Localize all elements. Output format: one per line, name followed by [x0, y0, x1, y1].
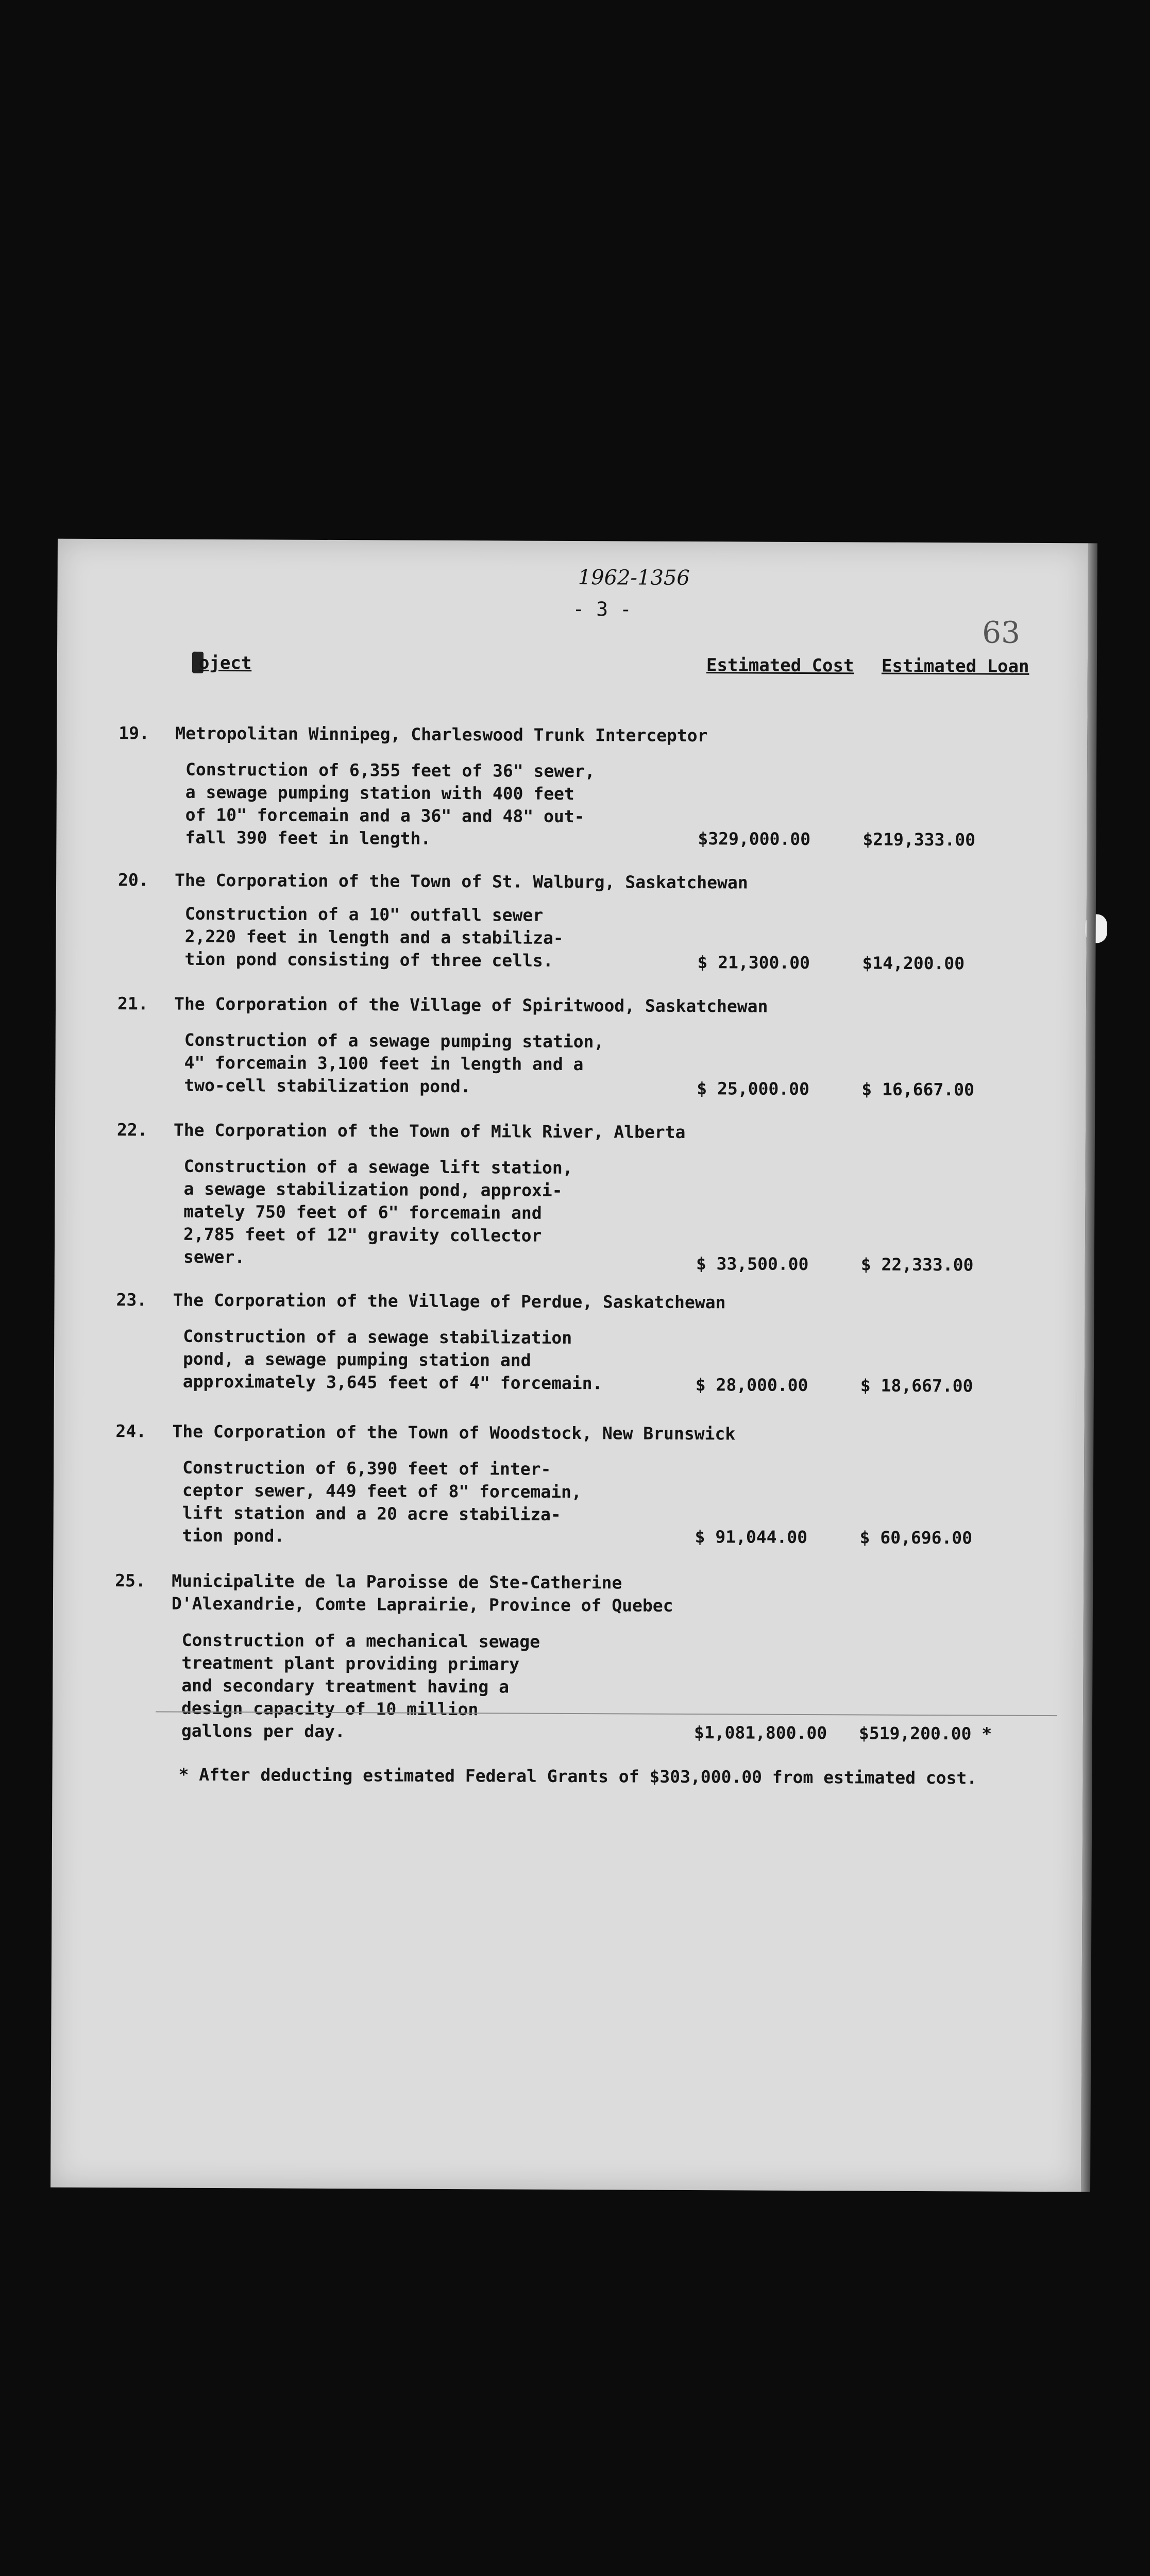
entry-loan: $ 22,333.00 [860, 1254, 974, 1275]
project-entry [55, 1118, 1086, 1275]
entry-number: 23. [116, 1290, 147, 1310]
entry-cost: $ 21,300.00 [697, 952, 810, 973]
entry-cost: $329,000.00 [698, 828, 811, 850]
entry-cost: $ 33,500.00 [696, 1253, 809, 1275]
entry-loan: $ 60,696.00 [859, 1527, 973, 1548]
project-entry [56, 992, 1086, 1100]
entry-cost: $ 25,000.00 [697, 1078, 809, 1099]
entry-title: The Corporation of the Town of Woodstock, New Brunswick [172, 1421, 736, 1444]
entry-description: Construction of a sewage pumping station, 4" forcemain 3,100 feet in length and a two-cell stabilization pond. [184, 1029, 604, 1097]
project-entry [53, 1569, 1084, 1744]
entry-description: Construction of 6,355 feet of 36" sewer, a sewage pumping station with 400 feet of 10" forcemain and a 36" and 48" out- fall 390 feet in length. [185, 759, 595, 849]
entry-number: 19. [119, 723, 150, 743]
entry-title: The Corporation of the Town of St. Walburg, Saskatchewan [175, 870, 748, 893]
footnote: * After deducting estimated Federal Grants of $303,000.00 from estimated cost. [178, 1764, 977, 1788]
header-estimated-loan: Estimated Loan [881, 655, 1029, 677]
project-entry [55, 1289, 1085, 1396]
entry-number: 22. [116, 1120, 148, 1140]
folio-number: 63 [982, 615, 1021, 650]
entry-title: The Corporation of the Village of Perdue, Saskatchewan [173, 1290, 726, 1313]
entry-number: 24. [115, 1421, 147, 1442]
entry-loan: $ 18,667.00 [860, 1375, 973, 1396]
project-entry [57, 722, 1087, 850]
entry-cost: $ 91,044.00 [695, 1527, 808, 1548]
entry-description: Construction of a sewage stabilization pond, a sewage pumping station and approximately 3,645 feet of 4" forcemain. [182, 1326, 603, 1394]
entry-description: Construction of a 10" outfall sewer 2,220 feet in length and a stabiliza- tion pond consisting of three cells. [184, 903, 564, 971]
entry-description: Construction of a mechanical sewage treatment plant providing primary and secondary treatment having a design capacity of 10 million gallons per day. [181, 1630, 540, 1742]
handwritten-reference: 1962-1356 [578, 566, 690, 590]
entry-title: The Corporation of the Village of Spiritwood, Saskatchewan [174, 993, 768, 1016]
project-entry [56, 869, 1087, 974]
entry-title: Municipalite de la Paroisse de Ste-Catherine D'Alexandrie, Comte Laprairie, Province of Quebec [171, 1570, 673, 1616]
entry-cost: $1,081,800.00 [694, 1722, 827, 1743]
entry-title: Metropolitan Winnipeg, Charleswood Trunk Interceptor [175, 723, 708, 746]
entry-number: 21. [117, 993, 148, 1014]
entry-number: 20. [118, 870, 149, 890]
entry-number: 25. [115, 1570, 146, 1591]
header-estimated-cost: Estimated Cost [706, 655, 854, 676]
project-entry [54, 1420, 1085, 1548]
entry-loan: $219,333.00 [862, 829, 976, 850]
entry-loan: $519,200.00 * [858, 1723, 992, 1744]
entry-loan: $ 16,667.00 [861, 1079, 974, 1100]
entry-loan: $14,200.00 [862, 953, 965, 974]
entry-description: Construction of 6,390 feet of inter- ceptor sewer, 449 feet of 8" forcemain, lift station and a 20 acre stabiliza- tion pond. [182, 1457, 582, 1546]
entry-title: The Corporation of the Town of Milk River, Alberta [173, 1120, 686, 1142]
document-page [50, 539, 1088, 2192]
header-project: oject [198, 652, 252, 674]
entry-description: Construction of a sewage lift station, a sewage stabilization pond, approxi- mately 750 feet of 6" forcemain and 2,785 feet of 12" gravity collector sewer. [183, 1156, 573, 1267]
entry-cost: $ 28,000.00 [695, 1375, 808, 1396]
paper-tab [1086, 914, 1107, 943]
page-number: - 3 - [572, 598, 632, 621]
